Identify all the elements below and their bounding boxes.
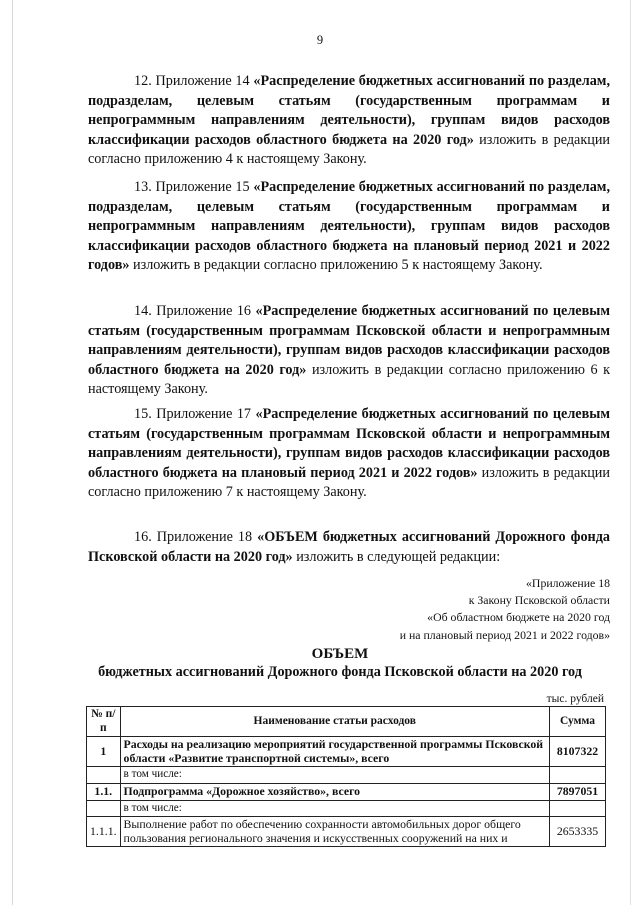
table-row xyxy=(87,817,606,847)
paragraph-12 xyxy=(88,72,610,170)
table-row xyxy=(87,737,606,767)
paragraph-prefix: Приложение 17 xyxy=(156,406,256,422)
paragraph-13 xyxy=(88,178,610,276)
paragraph-prefix: Приложение 15 xyxy=(155,179,254,195)
annex-reference-line: «Об областном бюджете на 2020 год xyxy=(427,610,610,625)
row-sum: 2653335 xyxy=(550,817,606,847)
row-sum xyxy=(550,800,606,817)
row-sum xyxy=(550,767,606,784)
page-number: 9 xyxy=(316,33,324,47)
paragraph-number: 14. xyxy=(134,303,152,319)
annex-reference xyxy=(290,575,610,644)
paragraph-bold-title: «Распределение бюджетных ассигнований по разделам, подразделам, целевым статьям (государственным программам и непрограммным направлениям деятельности), группам видов расходов классификации расходов областного бюджета на плановый период 2021 и 2022 годов» xyxy=(88,179,611,274)
paragraph-prefix: Приложение 18 xyxy=(156,529,258,545)
units-label: тыс. рублей xyxy=(546,693,604,705)
paragraph-suffix: изложить в следующей редакции: xyxy=(292,548,501,565)
paragraph-bold-title: «Распределение бюджетных ассигнований по целевым статьям (государственным программам Псковской области и непрограммным направлениям деятельности), группам видов расходов классификации расходов областного бюджета на 2020 год» xyxy=(88,303,610,378)
row-expense-name: в том числе: xyxy=(120,767,549,784)
paragraph-bold-title: «Распределение бюджетных ассигнований по разделам, подразделам, целевым статьям (государственным программам и непрограммным направлениям деятельности), группам видов расходов классификации расходов областного бюджета на 2020 год» xyxy=(88,73,611,148)
paragraph-number: 16. xyxy=(134,529,152,545)
row-number xyxy=(87,800,121,817)
table-header-row xyxy=(87,707,606,737)
row-expense-name: Расходы на реализацию мероприятий государственной программы Псковской области «Развитие транспортной системы», всего xyxy=(120,737,549,767)
row-sum: 7897051 xyxy=(550,783,606,800)
header-number: № п/п xyxy=(87,707,121,737)
paragraph-prefix: Приложение 14 xyxy=(155,73,254,89)
table-row xyxy=(87,783,606,800)
paragraph-14 xyxy=(88,302,610,400)
paragraph-number: 13. xyxy=(134,179,152,195)
document-title: ОБЪЕМ xyxy=(311,646,369,662)
header-sum: Сумма xyxy=(550,707,606,737)
row-expense-name: в том числе: xyxy=(120,800,549,817)
paragraph-number: 15. xyxy=(134,406,152,422)
annex-reference-line: и на плановый период 2021 и 2022 годов» xyxy=(399,627,610,642)
row-sum: 8107322 xyxy=(550,737,606,767)
paragraph-prefix: Приложение 16 xyxy=(156,303,256,319)
document-subtitle: бюджетных ассигнований Дорожного фонда Псковской области на 2020 год xyxy=(98,664,582,680)
row-number: 1.1.1. xyxy=(87,817,121,847)
annex-reference-line: к Закону Псковской области xyxy=(468,593,610,608)
paragraph-suffix: изложить в редакции согласно приложению 7 к настоящему Закону. xyxy=(88,464,610,501)
row-number: 1 xyxy=(87,737,121,767)
paragraph-16 xyxy=(88,528,610,567)
annex-reference-line: «Приложение 18 xyxy=(526,576,610,590)
paragraph-bold-title: «Распределение бюджетных ассигнований по целевым статьям (государственным программам Псковской области и непрограммным направлениям деятельности), группам видов расходов классификации расходов областного бюджета на плановый период 2021 и 2022 годов» xyxy=(88,406,610,481)
row-expense-name: Выполнение работ по обеспечению сохранности автомобильных дорог общего пользования регионального значения и искусственных сооружений на них и xyxy=(120,817,549,847)
paragraph-suffix: изложить в редакции согласно приложению 6 к настоящему Закону. xyxy=(88,361,610,398)
row-number xyxy=(87,767,121,784)
paragraph-bold-title: «ОБЪЕМ бюджетных ассигнований Дорожного фонда Псковской области на 2020 год» xyxy=(88,529,610,565)
paragraph-15 xyxy=(88,405,610,503)
paragraph-suffix: изложить в редакции согласно приложению 4 к настоящему Закону. xyxy=(88,131,611,168)
paragraph-suffix: изложить в редакции согласно приложению 5 к настоящему Закону. xyxy=(129,257,543,274)
page-edge-left xyxy=(12,0,13,905)
row-expense-name: Подпрограмма «Дорожное хозяйство», всего xyxy=(120,783,549,800)
row-number: 1.1. xyxy=(87,783,121,800)
paragraph-number: 12. xyxy=(134,73,152,89)
table-row xyxy=(87,767,606,784)
header-expense-name: Наименование статьи расходов xyxy=(120,707,549,737)
page-edge-right xyxy=(630,0,631,905)
table-row xyxy=(87,800,606,817)
budget-table xyxy=(86,706,606,847)
